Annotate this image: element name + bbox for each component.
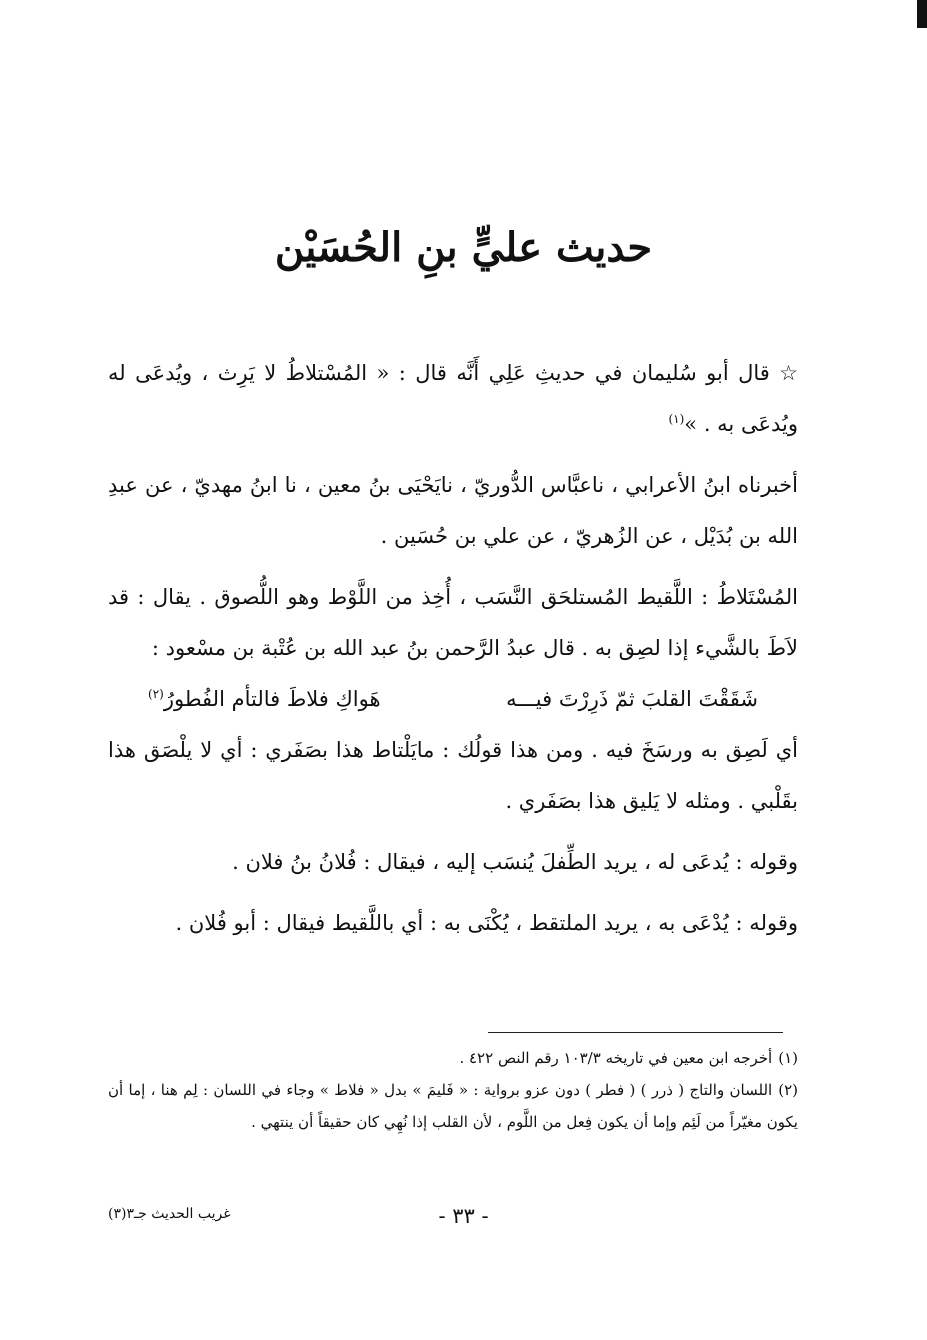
footnotes: [108, 1042, 798, 1138]
verse-second-text: هَواكِ فلاطَ فالتأم الفُطورُ: [163, 687, 381, 711]
page-number: - ٣٣ -: [438, 1204, 489, 1228]
footnote-2: [108, 1074, 798, 1138]
footnote-1-number: (١): [778, 1049, 798, 1067]
verse-first-hemistich: شَقَقْتَ القلبَ ثمّ ذَرِرْتَ فيـــه: [506, 687, 758, 711]
printer-signature: غريب الحديث جـ٣(٣): [108, 1206, 231, 1222]
verse-second-hemistich: [148, 674, 381, 725]
page-footer: [0, 1204, 927, 1234]
paragraph-1: [108, 348, 798, 450]
paragraph-1-text: ☆ قال أبو سُليمان في حديثِ عَلِي أَنَّه قال : « المُسْتلاطُ لا يَرِث ، ويُدعَى له ويُدعَى به . »: [108, 361, 798, 436]
poetry-verse: [108, 674, 798, 725]
footnote-1: [108, 1042, 798, 1074]
footnote-1-text: أخرجه ابن معين في تاريخه ١٠٣/٣ رقم النص ٤٢٢ .: [459, 1049, 773, 1067]
footnote-divider: [488, 1032, 783, 1033]
paragraph-after-verse: أي لَصِق به ورسَخَ فيه . ومن هذا قولُك : مايَلْتاط هذا بصَفَري : أي لا يلْصَق هذا بقَلْبي . ومثله لا يَليق هذا بصَفَري .: [108, 738, 798, 813]
page-title: حديث عليٍّ بنِ الحُسَيْن: [274, 224, 653, 271]
paragraph-3: المُسْتَلاطُ : اللَّقيط المُستلحَق النَّسَب ، أُخِذ من اللَّوْط وهو اللُّصوق . يقال : قد لاَطَ بالشَّيء إذا لصِق به . قال عبدُ الرَّحمن بنُ عبد الله بن عُتْبة بن مسْعود :: [108, 585, 798, 660]
footnote-ref-1: (١): [668, 412, 685, 426]
footnote-2-number: (٢): [778, 1081, 798, 1099]
paragraph-5: وقوله : يُدْعَى به ، يريد الملتقط ، يُكْنَى به : أي باللَّقيط فيقال : أبو فُلان .: [175, 911, 798, 935]
paragraph-2: أخبرناه ابنُ الأعرابي ، ناعبَّاس الدُّوريّ ، نايَحْيَى بنُ معين ، نا ابنُ مهديّ ، عن عبدِ الله بن بُدَيْل ، عن الزُهريّ ، عن علي بن حُسَين .: [108, 473, 798, 548]
footnote-ref-2: (٢): [148, 687, 164, 701]
paragraph-4: وقوله : يُدعَى له ، يريد الطِّفلَ يُنسَب إليه ، فيقال : فُلانُ بنُ فلان .: [232, 850, 798, 874]
main-text: [108, 348, 798, 959]
footnote-2-text: اللسان والتاج ( ذرر ) ( فطر ) دون عزو برواية : « فَليمَ » بدل « فلاط » وجاء في اللسان : لِم هنا ، إما أن يكون مغيّراً من لَئِم وإما أن يكون فِعل من اللَّوم ، لأن القلب إذا نُهِي كان حقيقاً أن ينتهي .: [108, 1081, 798, 1131]
